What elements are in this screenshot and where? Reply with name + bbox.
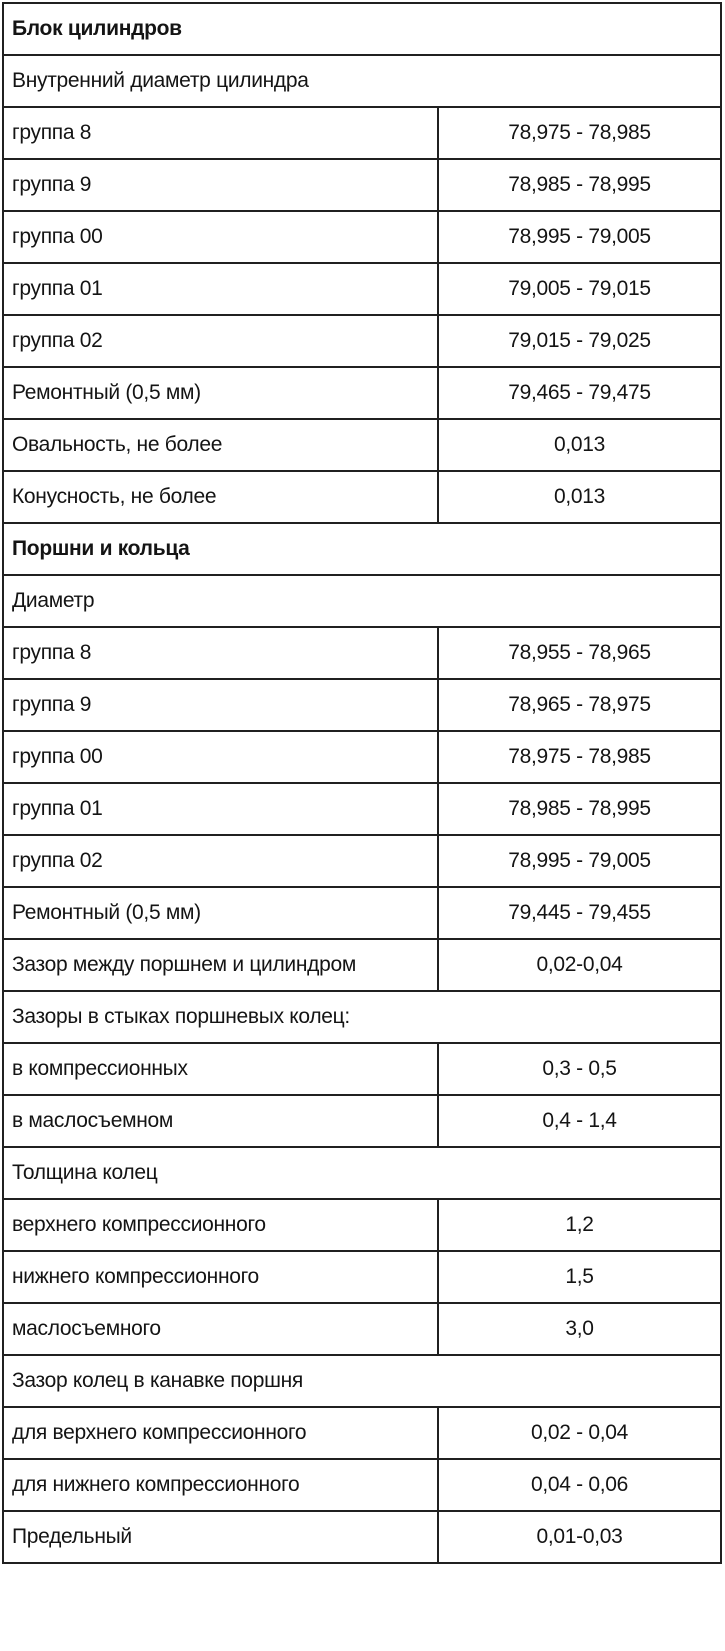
table-row — [3, 211, 721, 263]
subheader-label: Толщина колец — [3, 1147, 721, 1199]
row-label: для верхнего компрессионного — [3, 1407, 438, 1459]
subheader-row — [3, 575, 721, 627]
row-value: 3,0 — [438, 1303, 721, 1355]
row-value: 78,975 - 78,985 — [438, 731, 721, 783]
table-row — [3, 471, 721, 523]
table-row — [3, 1199, 721, 1251]
table-row — [3, 1459, 721, 1511]
row-value: 78,995 - 79,005 — [438, 211, 721, 263]
row-value: 0,3 - 0,5 — [438, 1043, 721, 1095]
row-label: Ремонтный (0,5 мм) — [3, 367, 438, 419]
row-label: верхнего компрессионного — [3, 1199, 438, 1251]
row-value: 0,013 — [438, 471, 721, 523]
table-row — [3, 159, 721, 211]
subheader-row — [3, 55, 721, 107]
row-label: группа 01 — [3, 263, 438, 315]
subheader-label: Внутренний диаметр цилиндра — [3, 55, 721, 107]
table-row — [3, 107, 721, 159]
row-label: маслосъемного — [3, 1303, 438, 1355]
row-label: Овальность, не более — [3, 419, 438, 471]
table-row — [3, 939, 721, 991]
row-label: группа 9 — [3, 679, 438, 731]
row-value: 78,975 - 78,985 — [438, 107, 721, 159]
section-header-row — [3, 523, 721, 575]
table-row — [3, 835, 721, 887]
subheader-row — [3, 1147, 721, 1199]
row-label: группа 8 — [3, 627, 438, 679]
row-label: группа 00 — [3, 211, 438, 263]
section-title: Блок цилиндров — [3, 3, 721, 55]
row-label: группа 02 — [3, 315, 438, 367]
row-value: 79,445 - 79,455 — [438, 887, 721, 939]
section-header-row — [3, 3, 721, 55]
spec-table-body — [3, 3, 721, 1563]
table-row — [3, 1407, 721, 1459]
subheader-row — [3, 991, 721, 1043]
table-row — [3, 887, 721, 939]
row-value: 79,005 - 79,015 — [438, 263, 721, 315]
spec-table — [2, 2, 722, 1564]
table-row — [3, 1511, 721, 1563]
table-row — [3, 1095, 721, 1147]
row-value: 78,995 - 79,005 — [438, 835, 721, 887]
row-value: 1,5 — [438, 1251, 721, 1303]
table-row — [3, 1251, 721, 1303]
subheader-label: Диаметр — [3, 575, 721, 627]
row-label: группа 9 — [3, 159, 438, 211]
row-value: 0,04 - 0,06 — [438, 1459, 721, 1511]
table-row — [3, 627, 721, 679]
section-title: Поршни и кольца — [3, 523, 721, 575]
subheader-label: Зазоры в стыках поршневых колец: — [3, 991, 721, 1043]
row-label: Ремонтный (0,5 мм) — [3, 887, 438, 939]
table-row — [3, 419, 721, 471]
row-label: группа 02 — [3, 835, 438, 887]
table-row — [3, 1303, 721, 1355]
table-row — [3, 1043, 721, 1095]
table-row — [3, 315, 721, 367]
subheader-label: Зазор колец в канавке поршня — [3, 1355, 721, 1407]
row-value: 78,965 - 78,975 — [438, 679, 721, 731]
row-value: 78,985 - 78,995 — [438, 783, 721, 835]
row-value: 1,2 — [438, 1199, 721, 1251]
row-value: 0,02-0,04 — [438, 939, 721, 991]
row-value: 0,4 - 1,4 — [438, 1095, 721, 1147]
row-label: группа 00 — [3, 731, 438, 783]
row-label: группа 8 — [3, 107, 438, 159]
table-row — [3, 783, 721, 835]
row-value: 0,013 — [438, 419, 721, 471]
row-label: Конусность, не более — [3, 471, 438, 523]
row-label: нижнего компрессионного — [3, 1251, 438, 1303]
row-value: 79,465 - 79,475 — [438, 367, 721, 419]
row-label: группа 01 — [3, 783, 438, 835]
row-value: 0,02 - 0,04 — [438, 1407, 721, 1459]
subheader-row — [3, 1355, 721, 1407]
row-value: 0,01-0,03 — [438, 1511, 721, 1563]
table-row — [3, 731, 721, 783]
row-value: 78,985 - 78,995 — [438, 159, 721, 211]
row-label: Зазор между поршнем и цилиндром — [3, 939, 438, 991]
row-value: 78,955 - 78,965 — [438, 627, 721, 679]
table-row — [3, 367, 721, 419]
table-row — [3, 263, 721, 315]
row-label: в компрессионных — [3, 1043, 438, 1095]
row-label: Предельный — [3, 1511, 438, 1563]
row-label: в маслосъемном — [3, 1095, 438, 1147]
row-value: 79,015 - 79,025 — [438, 315, 721, 367]
table-row — [3, 679, 721, 731]
row-label: для нижнего компрессионного — [3, 1459, 438, 1511]
